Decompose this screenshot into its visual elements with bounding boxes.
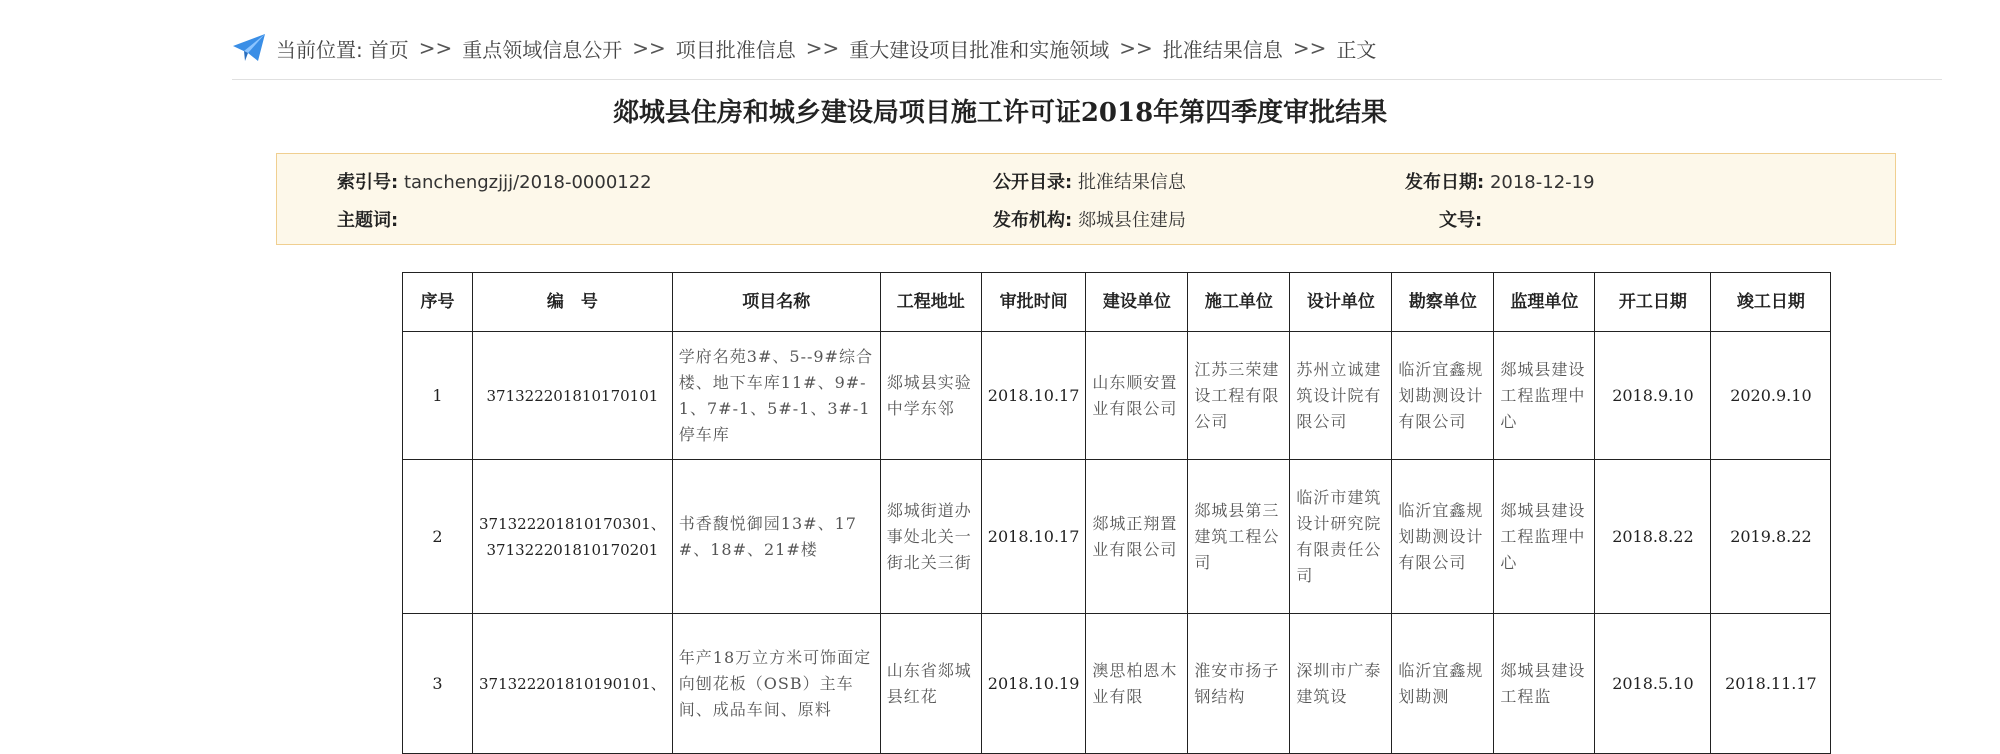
header-divider: [232, 79, 1942, 80]
cell-code: 371322201810170101: [473, 332, 673, 460]
header-cell: 建设单位: [1086, 273, 1188, 332]
breadcrumb-separator: >>: [632, 36, 666, 60]
cell-project-name: 年产18万立方米可饰面定向刨花板（OSB）主车间、成品车间、原料: [672, 614, 880, 754]
header-cell: 施工单位: [1188, 273, 1290, 332]
cell-no: 2: [403, 460, 473, 614]
header-cell: 开工日期: [1595, 273, 1711, 332]
cell-finish-date: 2019.8.22: [1711, 460, 1831, 614]
cell-no: 3: [403, 614, 473, 754]
cell-supervisor: 郯城县建设工程监: [1494, 614, 1595, 754]
meta-date-value: 2018-12-19: [1489, 172, 1595, 193]
cell-designer: 深圳市广泰建筑设: [1290, 614, 1392, 754]
breadcrumb-separator: >>: [1119, 36, 1153, 60]
cell-surveyor: 临沂宜鑫规划勘测: [1392, 614, 1494, 754]
breadcrumb: [232, 30, 1952, 66]
cell-finish-date: 2018.11.17: [1711, 614, 1831, 754]
breadcrumb-current: 正文: [1336, 37, 1377, 62]
header-cell: 序号: [403, 273, 473, 332]
breadcrumb-key-areas[interactable]: 重点领域信息公开: [462, 37, 623, 62]
cell-supervisor: 郯城县建设工程监理中心: [1494, 460, 1595, 614]
meta-org: [993, 206, 1186, 232]
cell-code: 371322201810190101、: [473, 614, 673, 754]
meta-catalog-label: 公开目录:: [993, 172, 1073, 193]
cell-builder: 郯城正翔置业有限公司: [1086, 460, 1188, 614]
meta-catalog: [993, 168, 1186, 194]
breadcrumb-prefix: 当前位置:: [276, 37, 363, 62]
cell-project-name: 书香馥悦御园13#、17#、18#、21#楼: [672, 460, 880, 614]
cell-address: 郯城街道办事处北关一街北关三街: [880, 460, 981, 614]
paper-plane-icon: [232, 33, 266, 63]
cell-surveyor: 临沂宜鑫规划勘测设计有限公司: [1392, 460, 1494, 614]
table-row: [403, 460, 1831, 614]
breadcrumb-separator: >>: [805, 36, 840, 60]
cell-builder: 山东顺安置业有限公司: [1086, 332, 1188, 460]
cell-contractor: 淮安市扬子钢结构: [1188, 614, 1290, 754]
table-header-row: [403, 273, 1831, 332]
meta-index-value: tanchengzjjj/2018-0000122: [403, 172, 652, 193]
meta-index-label: 索引号:: [337, 172, 399, 193]
header-cell: 编 号: [473, 273, 673, 332]
meta-subject: [337, 206, 398, 232]
meta-org-value: 郯城县住建局: [1077, 210, 1186, 231]
meta-date-label: 发布日期:: [1405, 172, 1485, 193]
meta-org-label: 发布机构:: [993, 210, 1073, 231]
header-cell: 竣工日期: [1711, 273, 1831, 332]
cell-builder: 澳思柏恩木业有限: [1086, 614, 1188, 754]
cell-surveyor: 临沂宜鑫规划勘测设计有限公司: [1392, 332, 1494, 460]
cell-project-name: 学府名苑3#、5--9#综合楼、地下车库11#、9#-1、7#-1、5#-1、3#-1停车库: [672, 332, 880, 460]
table-row: [403, 332, 1831, 460]
meta-subject-label: 主题词:: [337, 210, 399, 231]
cell-start-date: 2018.5.10: [1595, 614, 1711, 754]
header-cell: 设计单位: [1290, 273, 1392, 332]
header-cell: 勘察单位: [1392, 273, 1494, 332]
document-meta-box: [276, 153, 1896, 245]
cell-approval-date: 2018.10.17: [981, 460, 1086, 614]
cell-start-date: 2018.8.22: [1595, 460, 1711, 614]
cell-approval-date: 2018.10.17: [981, 332, 1086, 460]
cell-no: 1: [403, 332, 473, 460]
cell-address: 郯城县实验中学东邻: [880, 332, 981, 460]
meta-docno-label: 文号:: [1439, 210, 1483, 231]
header-cell: 审批时间: [981, 273, 1086, 332]
cell-designer: 临沂市建筑设计研究院有限责任公司: [1290, 460, 1392, 614]
meta-date: [1405, 168, 1595, 194]
approval-results-table: [402, 272, 1831, 754]
breadcrumb-separator: >>: [418, 36, 453, 60]
cell-contractor: 江苏三荣建设工程有限公司: [1188, 332, 1290, 460]
cell-finish-date: 2020.9.10: [1711, 332, 1831, 460]
meta-catalog-value: 批准结果信息: [1077, 172, 1186, 193]
cell-address: 山东省郯城县红花: [880, 614, 981, 754]
cell-code: 371322201810170301、371322201810170201: [473, 460, 673, 614]
breadcrumb-home[interactable]: 首页: [368, 37, 409, 62]
cell-contractor: 郯城县第三建筑工程公司: [1188, 460, 1290, 614]
breadcrumb-separator: >>: [1292, 36, 1327, 60]
breadcrumb-major-projects[interactable]: 重大建设项目批准和实施领域: [849, 37, 1110, 62]
meta-docno: [1439, 206, 1482, 232]
header-cell: 项目名称: [672, 273, 880, 332]
cell-supervisor: 郯城县建设工程监理中心: [1494, 332, 1595, 460]
page-title: 郯城县住房和城乡建设局项目施工许可证2018年第四季度审批结果: [612, 98, 1388, 128]
cell-approval-date: 2018.10.19: [981, 614, 1086, 754]
cell-designer: 苏州立诚建筑设计院有限公司: [1290, 332, 1392, 460]
breadcrumb-project-approval[interactable]: 项目批准信息: [675, 37, 796, 62]
header-cell: 工程地址: [880, 273, 981, 332]
meta-index: [337, 168, 652, 194]
breadcrumb-approval-results[interactable]: 批准结果信息: [1162, 37, 1283, 62]
cell-start-date: 2018.9.10: [1595, 332, 1711, 460]
header-cell: 监理单位: [1494, 273, 1595, 332]
